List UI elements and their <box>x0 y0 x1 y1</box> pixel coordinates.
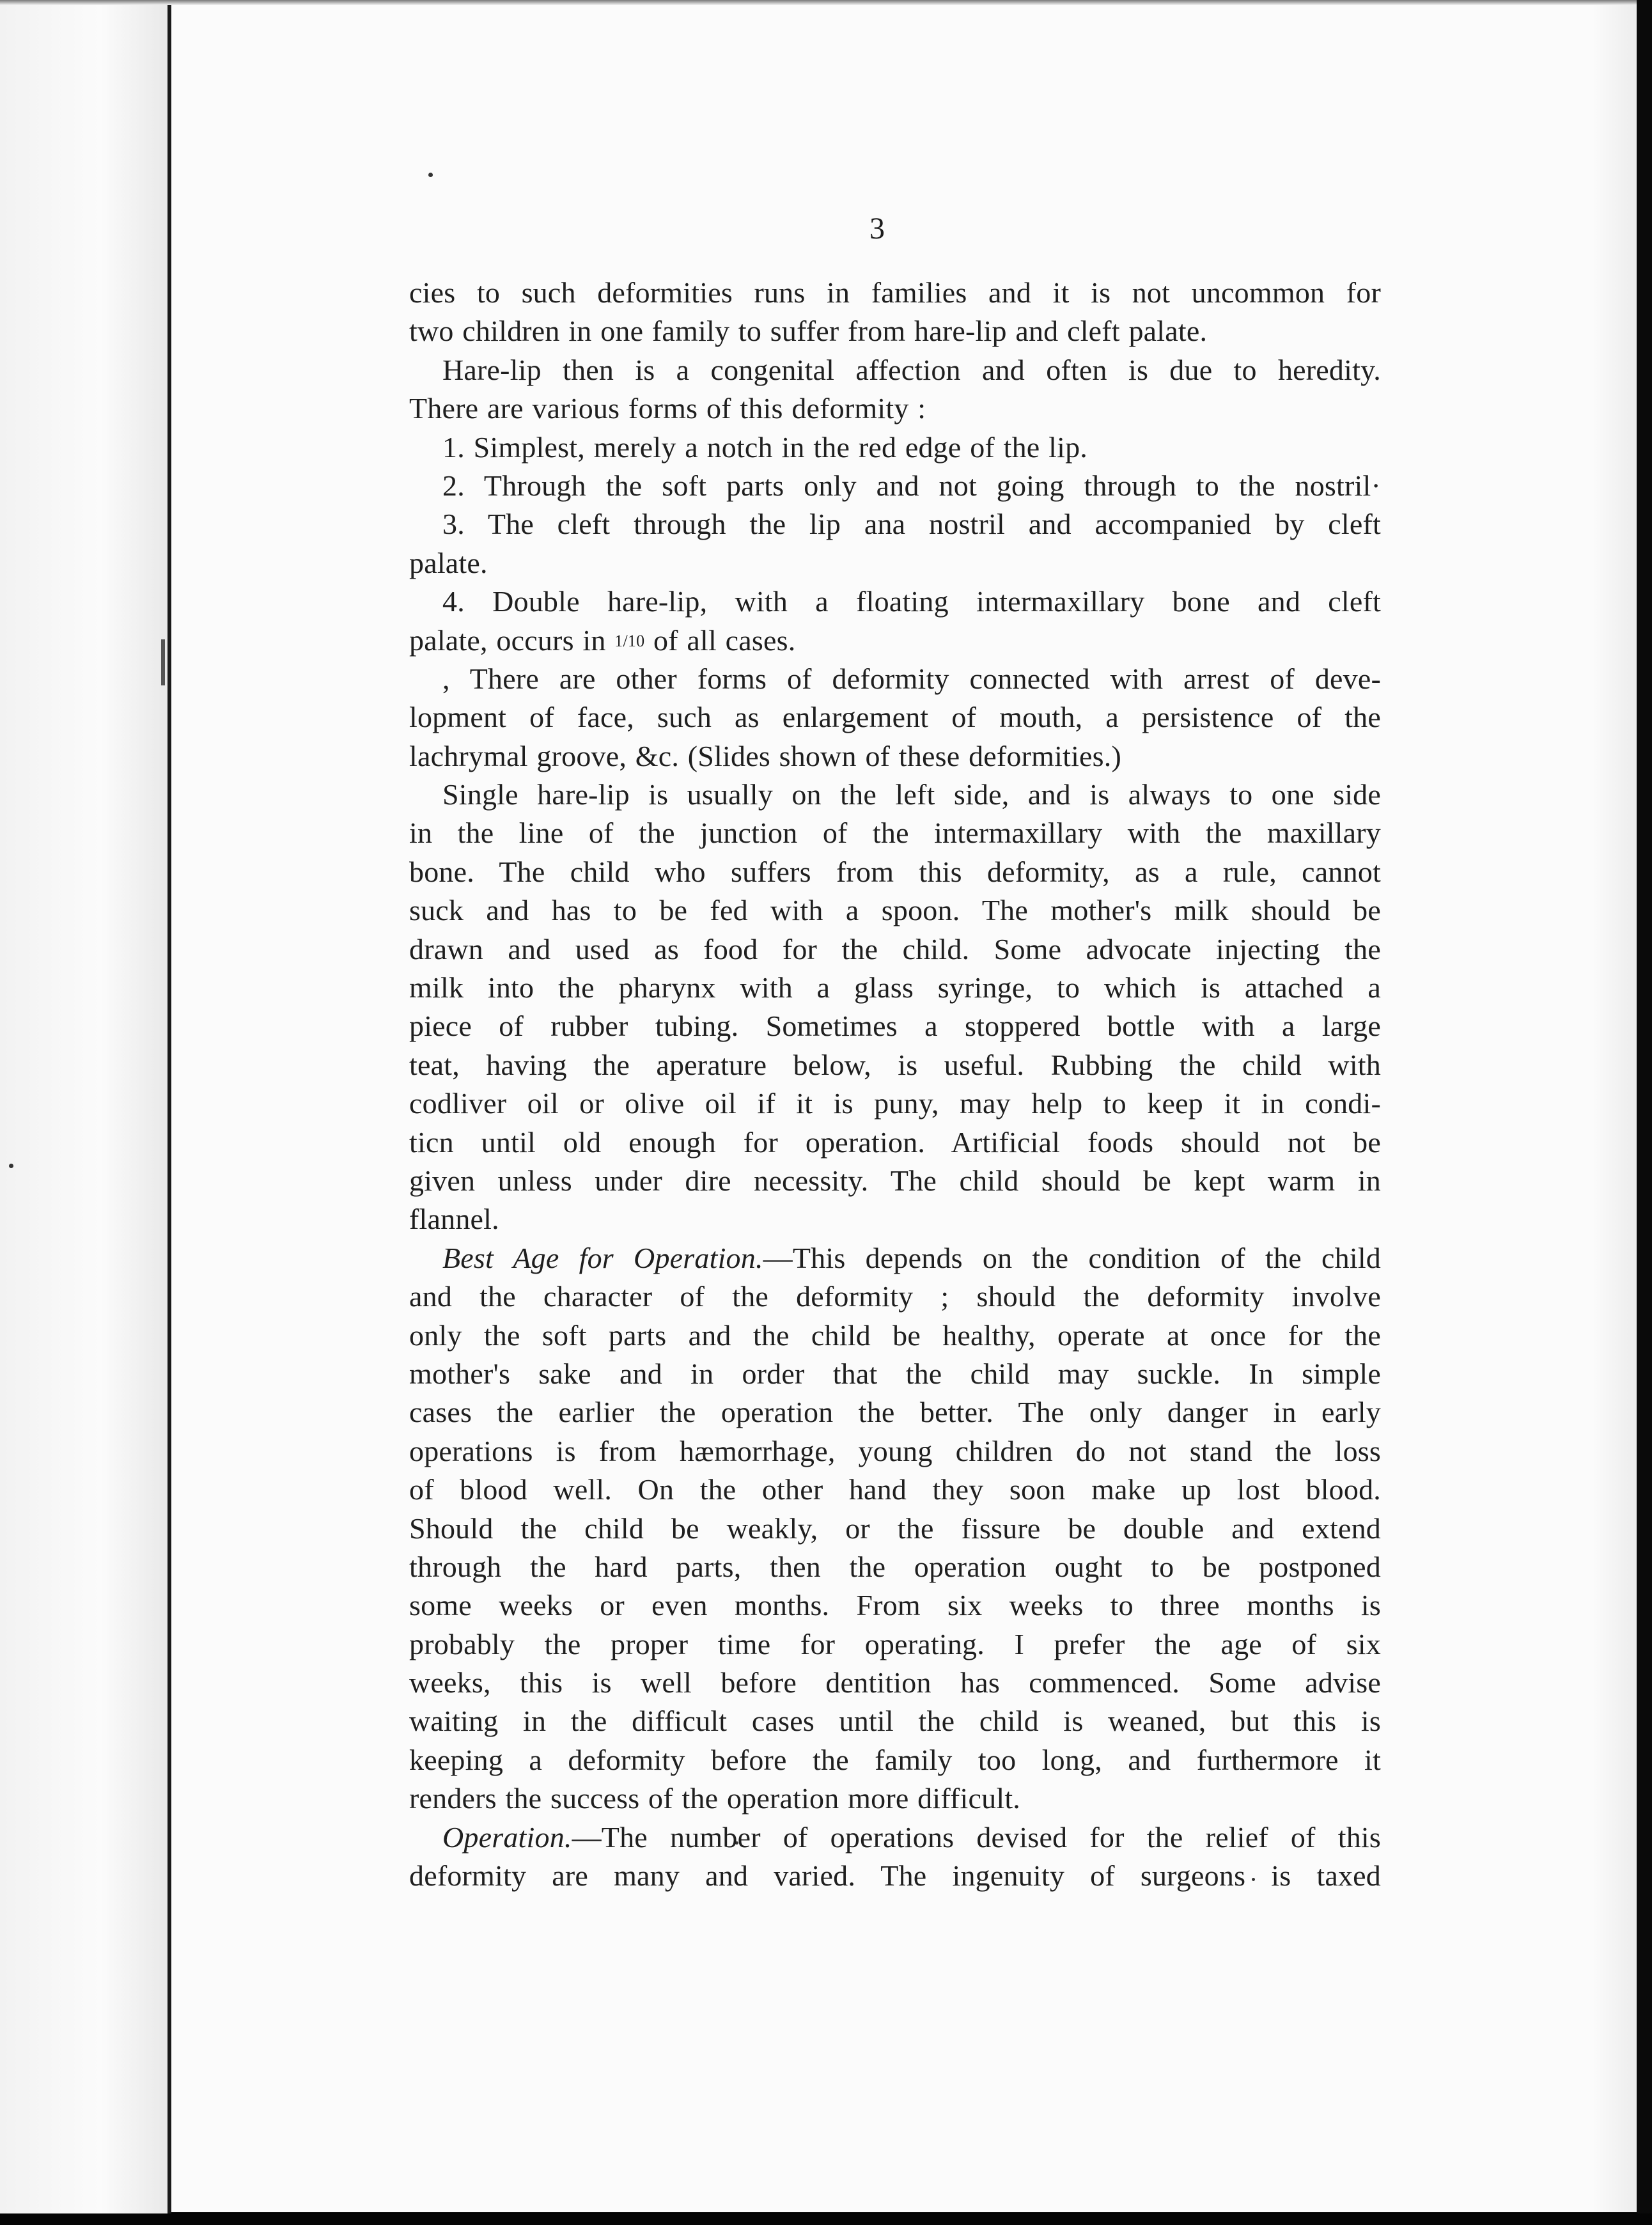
text-line-remainder: —This depends on the condition of the child <box>763 1241 1381 1274</box>
text-line: operations is from hæmorrhage, young children do not stand the loss <box>409 1434 1381 1467</box>
section-heading-operation: Operation. <box>442 1820 572 1854</box>
text-line: mother's sake and in order that the child may suckle. In simple <box>409 1357 1381 1390</box>
text-line: suck and has to be fed with a spoon. The mother's milk should be <box>409 894 1381 927</box>
text-line: keeping a deformity before the family too long, and furthermore it <box>409 1743 1381 1776</box>
text-line: , There are other forms of deformity connected with arrest of deve- <box>442 662 1381 695</box>
fraction-line-start: palate, occurs in <box>409 623 615 657</box>
text-line: through the hard parts, then the operation ought to be postponed <box>409 1550 1381 1583</box>
text-line <box>409 621 1381 660</box>
top-edge <box>0 0 1637 5</box>
dust-speck <box>9 1164 13 1168</box>
fraction-line-end: of all cases. <box>644 623 796 657</box>
text-line: deformity are many and varied. The ingenuity of surgeons is taxed <box>409 1859 1381 1893</box>
text-line: some weeks or even months. From six weeks to three months is <box>409 1589 1381 1622</box>
text-line: probably the proper time for operating. I prefer the age of six <box>409 1627 1381 1660</box>
binding-shadow <box>0 0 168 2213</box>
text-line: Single hare-lip is usually on the left side, and is always to one side <box>442 778 1381 811</box>
list-item: 3. The cleft through the lip ana nostril and accompanied by cleft <box>442 508 1381 541</box>
text-line: two children in one family to suffer from hare-lip and cleft palate. <box>409 315 1208 348</box>
margin-mark <box>161 639 165 685</box>
text-line: flannel. <box>409 1203 499 1236</box>
text-line: palate. <box>409 546 488 579</box>
text-line <box>409 1818 1381 1857</box>
text-line: There are various forms of this deformity : <box>409 392 926 425</box>
text-line: given unless under dire necessity. The child should be kept warm in <box>409 1164 1381 1197</box>
text-line: Hare-lip then is a congenital affection and often is due to heredity. <box>442 353 1381 386</box>
right-border <box>1637 0 1652 2225</box>
fraction: 1/10 <box>614 631 645 650</box>
text-line: lachrymal groove, &c. (Slides shown of these deformities.) <box>409 739 1121 772</box>
text-line-remainder: —The number of operations devised for the relief of this <box>572 1820 1381 1854</box>
text-line: codliver oil or olive oil if it is puny, may help to keep it in condi- <box>409 1087 1381 1120</box>
binding-line <box>168 0 171 2213</box>
text-line <box>409 1239 1381 1277</box>
text-line: lopment of face, such as enlargement of mouth, a persistence of the <box>409 701 1381 734</box>
list-item: 2. Through the soft parts only and not going through to the nostril· <box>442 469 1381 502</box>
bottom-border <box>0 2213 1652 2225</box>
body-text <box>409 274 1381 1895</box>
text-line: drawn and used as food for the child. Some advocate injecting the <box>409 932 1381 965</box>
text-line: only the soft parts and the child be healthy, operate at once for the <box>409 1318 1381 1352</box>
text-line: bone. The child who suffers from this deformity, as a rule, cannot <box>409 855 1381 888</box>
text-line: teat, having the aperature below, is useful. Rubbing the child with <box>409 1048 1381 1081</box>
text-line: in the line of the junction of the intermaxillary with the maxillary <box>409 816 1381 850</box>
text-line: ticn until old enough for operation. Artificial foods should not be <box>409 1125 1381 1159</box>
text-line: milk into the pharynx with a glass syringe, to which is attached a <box>409 971 1381 1004</box>
section-heading-best-age: Best Age for Operation. <box>442 1241 763 1274</box>
text-line: of blood well. On the other hand they soon make up lost blood. <box>409 1473 1381 1506</box>
page-number: 3 <box>869 212 885 246</box>
text-line: renders the success of the operation more difficult. <box>409 1782 1021 1815</box>
text-line: piece of rubber tubing. Sometimes a stoppered bottle with a large <box>409 1010 1381 1043</box>
text-line: Should the child be weakly, or the fissure be double and extend <box>409 1511 1381 1545</box>
text-line: cases the earlier the operation the better. The only danger in early <box>409 1396 1381 1429</box>
text-line: cies to such deformities runs in families and it is not uncommon for <box>409 276 1381 309</box>
dust-speck <box>428 173 433 177</box>
text-line: and the character of the deformity ; should the deformity involve <box>409 1280 1381 1313</box>
text-line: weeks, this is well before dentition has commenced. Some advise <box>409 1666 1381 1699</box>
text-line: waiting in the difficult cases until the child is weaned, but this is <box>409 1705 1381 1738</box>
list-item: 4. Double hare-lip, with a floating intermaxillary bone and cleft <box>442 585 1381 618</box>
list-item: 1. Simplest, merely a notch in the red edge of the lip. <box>442 430 1087 464</box>
page-edge-shadow <box>1592 0 1637 2213</box>
